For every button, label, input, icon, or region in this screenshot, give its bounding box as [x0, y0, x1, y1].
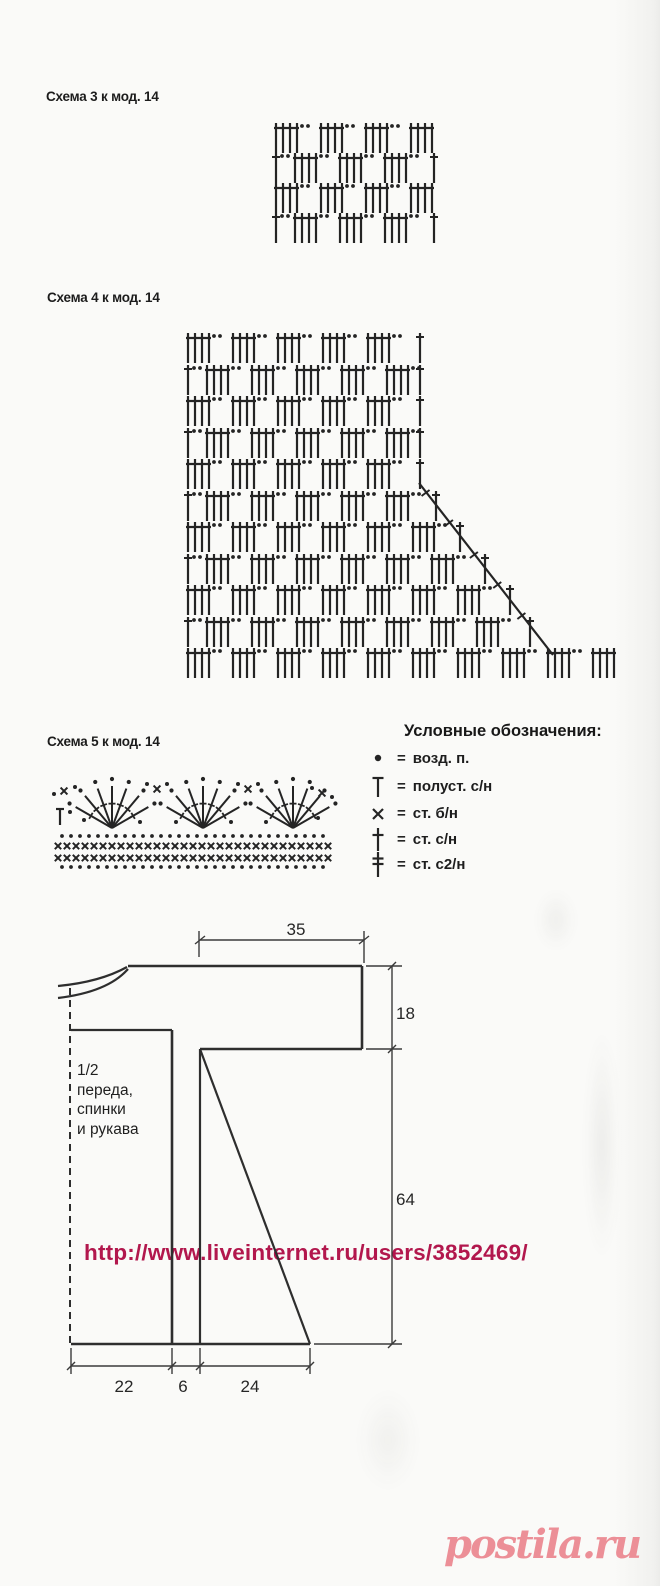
scan-shadow	[358, 1390, 418, 1490]
legend-title: Условные обозначения:	[404, 722, 602, 740]
equals-sign: =	[397, 830, 406, 848]
note-line: и рукава	[77, 1120, 139, 1138]
chart3-label: Схема 3 к мод. 14	[46, 89, 159, 104]
schematic-note	[77, 1061, 139, 1139]
equals-sign: =	[397, 855, 406, 873]
stitch-chart-5-border	[52, 777, 338, 869]
stitch-chart-4	[184, 333, 616, 678]
dim-side-length-label: 64	[396, 1190, 415, 1209]
equals-sign: =	[397, 777, 406, 795]
legend-item-label: ст. с/н	[412, 830, 458, 848]
chart4-label: Схема 4 к мод. 14	[47, 290, 160, 305]
dim-bottom-body-label: 22	[114, 1377, 134, 1396]
watermark-url: http://www.liveinternet.ru/users/3852469/	[84, 1240, 528, 1265]
postila-logo: postila.ru	[444, 1521, 641, 1568]
chart5-label: Схема 5 к мод. 14	[47, 734, 160, 749]
scan-shadow	[585, 1030, 619, 1260]
scan-shadow	[536, 890, 576, 950]
dimension-labels	[115, 920, 415, 1396]
legend-item-label: возд. п.	[412, 749, 470, 767]
equals-sign: =	[397, 749, 406, 767]
note-line: спинки	[77, 1101, 126, 1118]
dim-bottom-gap-label: 6	[178, 1377, 188, 1396]
legend-item-label: ст. с2/н	[412, 855, 466, 873]
chain-stitch-icon	[367, 743, 389, 773]
garment-outline	[58, 966, 362, 1345]
legend-item-chain	[366, 744, 469, 772]
dim-top-width-label: 35	[286, 920, 306, 939]
dim-bottom-sleeve-label: 24	[240, 1377, 260, 1396]
legend-item-treble	[366, 850, 465, 878]
legend-item-half-dc	[366, 772, 492, 800]
legend-item-label: ст. б/н	[412, 804, 458, 822]
note-line: переда,	[77, 1081, 133, 1099]
half-double-crochet-icon	[367, 771, 389, 801]
dim-sleeve-depth-label: 18	[396, 1004, 415, 1023]
legend-item-sc	[366, 799, 458, 827]
equals-sign: =	[397, 804, 406, 822]
dimension-lines	[67, 931, 402, 1374]
treble-crochet-icon	[367, 849, 389, 879]
legend-item-label: полуст. с/н	[412, 777, 493, 795]
stitch-chart-3	[272, 123, 438, 243]
legend	[366, 722, 606, 892]
note-line: 1/2	[77, 1062, 99, 1079]
